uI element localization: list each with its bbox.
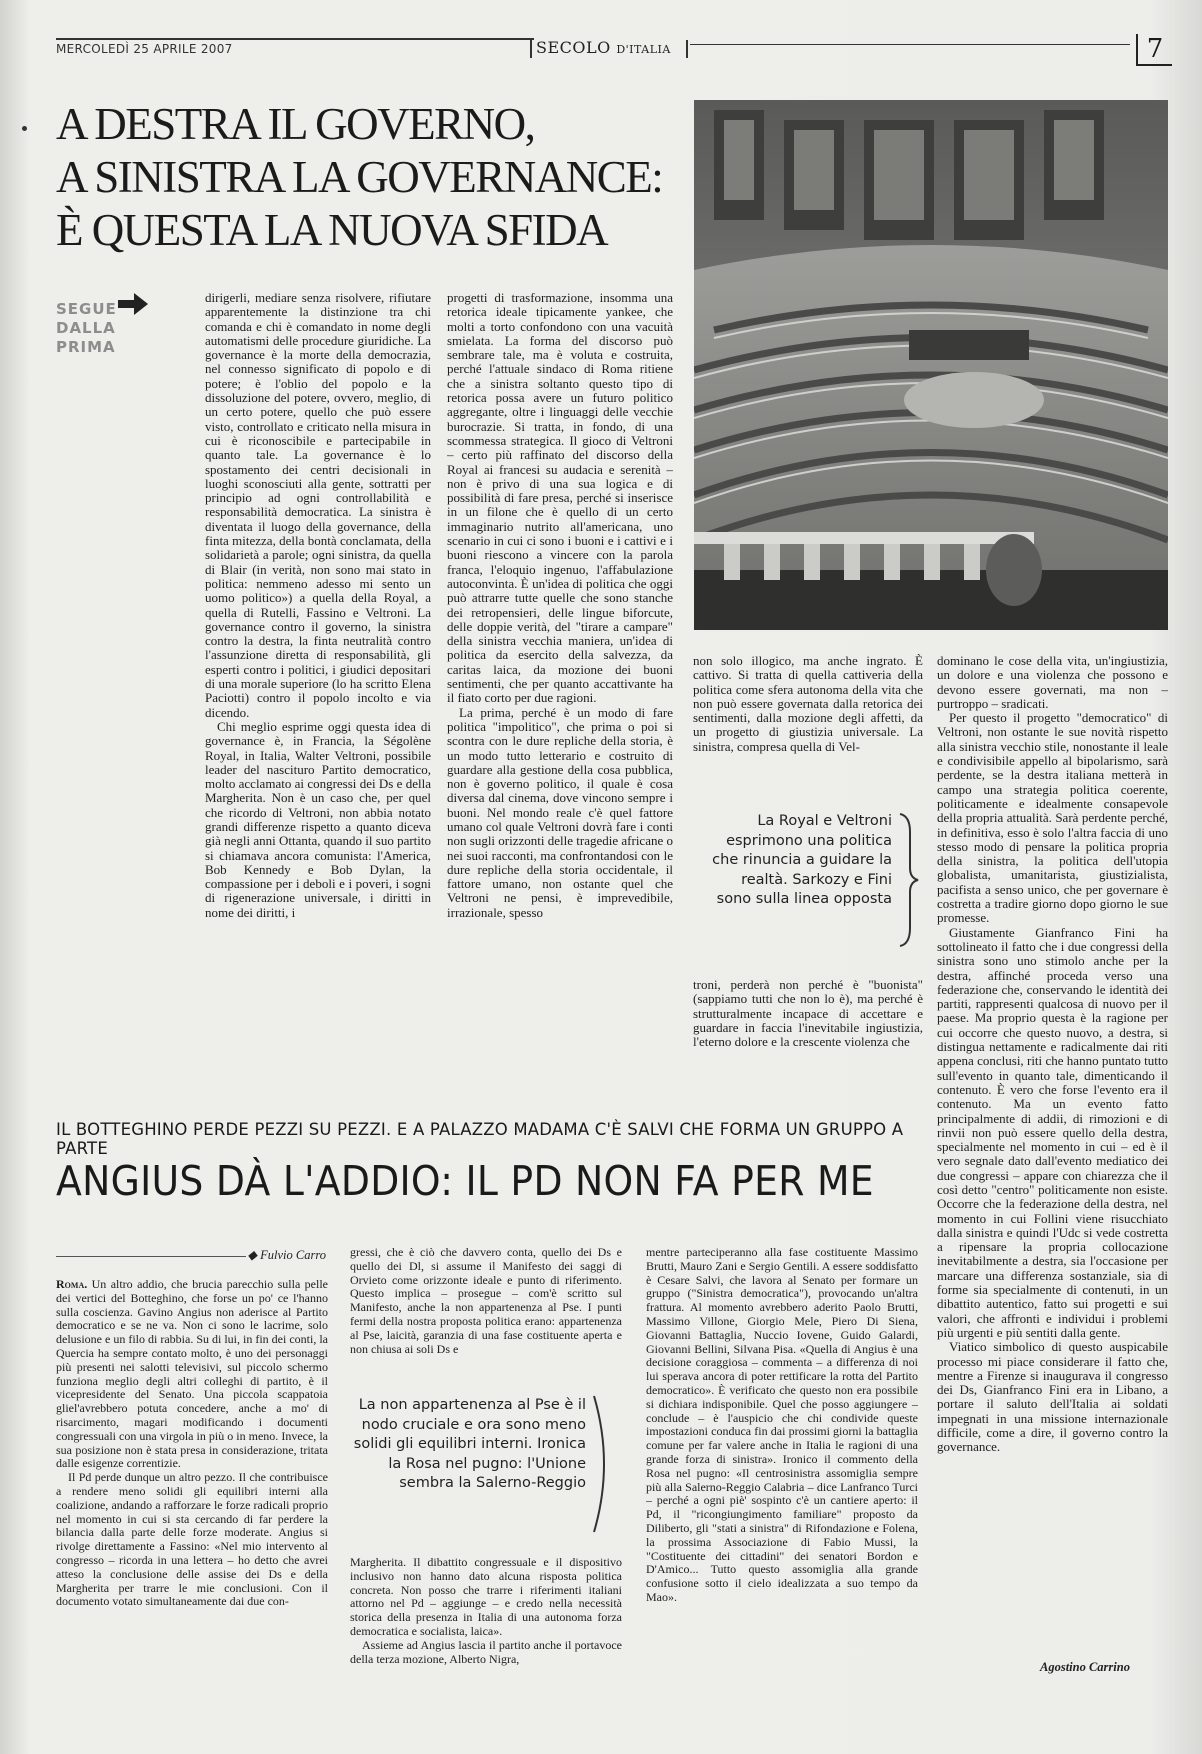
paragraph: Chi meglio esprime oggi questa idea di governance è, in Francia, la Ségolène Royal, in Italia, Walter Veltroni, possibile leader del nascituro Partito democratico, molto acclamato ai congressi dei Ds e della Margherita. Non è un caso che, per quel che ricordo di Veltroni, non abbia notato grandi differenze rispetto a quanto diceva già negli anni Ottanta, quando il suo partito si chiamava ancora comunista: l'America, Bob Kennedy e Bob Dylan, la compassione per i deboli e i poveri, i sogni di rigenerazione universale, i diritti in nome dei diritti, i	[205, 718, 431, 920]
paragraph: dominano le cose della vita, un'ingiustizia, un dolore e una violenza che possono e devono essere governati, ma non – purtroppo – sradicati.	[937, 654, 1168, 711]
newspaper-name	[536, 38, 671, 57]
article-kicker: IL BOTTEGHINO PERDE PEZZI SU PEZZI. E A PALAZZO MADAMA C'È SALVI CHE FORMA UN GRUPPO A PARTE	[56, 1120, 904, 1158]
page-number: 7	[1136, 34, 1172, 66]
paragraph: Margherita. Il dibattito congressuale e il dispositivo inclusivo non hanno dato alcuna risposta politica concreta. Non posso che trarre i riferimenti italiani attorno nel Pd – aggiunge – e credo nella necessità storica della presenza in Italia di una autonoma forza democratica e socialista, laica».	[350, 1556, 622, 1638]
author-signature: Agostino Carrino	[1040, 1660, 1130, 1674]
article-column	[56, 1278, 328, 1683]
masthead-date: MERCOLEDÌ 25 APRILE 2007	[56, 42, 233, 56]
headline-line: È QUESTA LA NUOVA SFIDA	[56, 205, 608, 255]
headline-line: A SINISTRA LA GOVERNANCE:	[56, 152, 663, 202]
paragraph: La prima, perché è un modo di fare politica "impolitico", che prima o poi si scontra con le dure repliche della storia, è un modo tutto letterario e costruito di guardare alla gestione della cosa pubblica, non è governo politico, il quale è cosa diversa dal cinema, dove vincono sempre i buoni. Nel mondo reale c'è quel fattore umano col quale Veltroni dovrà fare i conti non sugli orizzonti delle tragedie africane o nei suoi racconti, ma confrontandosi con le dure repliche della storia occidentale, il fattore umano, non ostante quel che Veltroni ne pensi, è imprevedibile, irrazionale, spesso	[447, 704, 673, 920]
pull-quote: La non appartenenza al Pse è il nodo cruciale e ora sono meno solidi gli equilibri interni. Ironica la Rosa nel pugno: l'Unione sembra la Salerno-Reggio	[353, 1397, 586, 1491]
article-column	[693, 978, 923, 1064]
byline-author: Fulvio Carro	[260, 1248, 326, 1262]
paragraph: troni, perderà non perché è "buonista" (sappiamo tutti che non lo è), ma perché è strutturalmente incapace di accettare e guardare in faccia l'inevitabile ingiustizia, l'eterno dolore e la crescente violenza che	[693, 978, 923, 1050]
article-headline: ANGIUS DÀ L'ADDIO: IL PD NON FA PER ME	[56, 1157, 874, 1205]
margin-dot	[22, 126, 27, 131]
article-column	[693, 654, 923, 784]
article-column	[937, 654, 1168, 1654]
headline-line: A DESTRA IL GOVERNO,	[56, 99, 535, 149]
paragraph: Viatico simbolico di questo auspicabile processo mi piace considerare il fatto che, mentre a Firenze si inaugurava il congresso dei Ds, Gianfranco Fini era in Libano, a portare il saluto dell'Italia ai soldati impegnati in una missione internazionale difficile, come a dire, il governo contro la governance.	[937, 1339, 1168, 1455]
paragraph	[56, 1278, 328, 1471]
paragraph-text: Un altro addio, che brucia parecchio sulla pelle dei vertici del Botteghino, che forse un po' ce l'hanno sulla coscienza. Gavino Angius non aderisce al Partito democratico e se ne va. Non ci sono le lacrime, solo delusione e un filo di rabbia. Su di lui, in fin dei conti, la Quercia ha sempre contato molto, è uno dei personaggi più presenti nei salotti televisivi, sul piccolo schermo funziona meglio degli altri colleghi di partito, è il vicepresidente del Senato. Una piccola scappatoia gliel'avrebbero potuta concedere, anche a mo' di risarcimento, magari modificando i documenti congressuali con una virgola in più o in meno. Invece, la sua posizione non è stata presa in considerazione, tritata dalle esigenze correntizie.	[56, 1278, 328, 1471]
brace-icon	[896, 812, 920, 948]
paren-icon	[590, 1394, 616, 1534]
byline: ◆ Fulvio Carro	[247, 1248, 326, 1262]
arrow-right-icon	[118, 293, 148, 315]
paragraph: non solo illogico, ma anche ingrato. È cattivo. Si tratta di quella cattiveria della politica come sfera autonoma della vita che non può essere governata dalla retorica dei sentimenti, dalla mozione degli affetti, da un progetto di giustizia universale. La sinistra, compresa quella di Vel-	[693, 654, 923, 754]
dateline: Roma.	[56, 1278, 88, 1291]
paragraph: Giustamente Gianfranco Fini ha sottolineato il fatto che i due congressi della sinistra sono uno stimolo anche per la destra, affinché proceda verso una federazione che, conservando le identità dei partiti, rappresenti qualcosa di nuovo per il paese. Ma proprio questa è la ragione per cui occorre che questo nuovo, a destra, si distingua nettamente e radicalmente dai riti appena conclusi, riti che hanno puntato tutto sull'evento in quanto tale, dimenticando il contenuto. È vero che forse l'evento era il contenuto. Ma un evento fatto principalmente di addii, di rimozioni e di rinvii non può essere quello della destra, specialmente nel momento in cui – ed è il vero segnale dato dall'evento mediatico dei due congressi – appare con chiarezza che il così detto "centro" politicamente non esiste. Occorre che la federazione della destra, nel momento in cui Follini viene risucchiato dalla sinistra e quindi l'Udc si vede costretta a ripensare la propria collocazione inevitabilmente a destra, sia l'occasione per marcare una differenza sostanziale, sia di forme sia specialmente di contenuti, in un dibattito autentico, fatto sui progetti e sui valori, che affronti e individui i problemi più urgenti e più sentiti dalla gente.	[937, 924, 1168, 1340]
pull-quote: La Royal e Veltroni esprimono una politica che rinuncia a guidare la realtà. Sarkozy e Fini sono sulla linea opposta	[712, 813, 892, 907]
segue-line: SEGUE	[56, 300, 117, 318]
segue-line: DALLA	[56, 319, 116, 337]
paragraph: mentre parteciperanno alla fase costituente Massimo Brutti, Mauro Zani e Sergio Gentili. A essere soddisfatto è Cesare Salvi, che lavora al Senato per formare un gruppo ("Sinistra democratica"), provocando un'altra frattura. Al momento avrebbero aderito Paolo Brutti, Massimo Villone, Giorgio Mele, Piero Di Siena, Giovanni Battaglia, Nuccio Iovene, Guido Galardi, Giovanni Bellini, Silvana Pisa. «Quella di Angius è una decisione coraggiosa – commenta – a differenza di noi lui sperava ancora di poter rettificare la rotta del Partito democratico». È verificato che questo non era possibile si dichiara indisponibile. Quel che posso aggiungere – conclude – è l'auspicio che chi condivide queste impostazioni conduca fin dai prossimi giorni la battaglia comune per far valere anche in Italia le ragioni di una grande forza di sinistra». Ironico il commento della Rosa nel pugno: «Il centrosinistra assomiglia sempre più alla Salerno-Reggio Calabria – dice Lanfranco Turci – perché a ogni piè' sospinto c'è un cantiere aperto: il Pd, il "ricongiungimento familiare" proposto da Diliberto, gli "stati a sinistra" di Rifondazione e Folena, la prossima Associazione di Fabio Mussi, la "Costituente dei cittadini" dei senatori Bordon e D'Amico... Tutto questo assomiglia alla grande confusione sotto il cielo idealizzata a suo tempo da Mao».	[646, 1246, 918, 1604]
paragraph: Per questo il progetto "democratico" di Veltroni, non ostante le sue novità rispetto alla sinistra vecchio stile, nonostante il leale e condivisibile appello al bipolarismo, sarà perdente, se la destra italiana metterà in campo una strategia politica coerente, politicamente e idealmente consapevole della propria attualità. Sarà perdente perché, in definitiva, esso è solo l'altra faccia di uno stesso modo di pensare la politica propria della sinistra, la politica dell'utopia globalista, umanitarista, giustizialista, pacifista a senso unico, che per governare è costretta a tradire giorno dopo giorno le sue promesse.	[937, 710, 1168, 926]
article-column	[205, 291, 431, 1069]
paragraph: progetti di trasformazione, insomma una retorica ideale tipicamente yankee, che molti a torto confondono con una vacuità smielata. La forma del discorso può sembrare tale, ma è voluta e costruita, perché l'attuale sindaco di Roma ritiene che a sinistra soltanto questo tipo di retorica possa avere un futuro politico aggregante, oltre i linguaggi delle vecchie burocrazie. Si tratta, in fondo, di una scommessa strategica. Il gioco di Veltroni – certo più raffinato del discorso della Royal ai francesi su audacia e serenità – non è privo di una sua logica e di possibilità di fare presa, perché si inserisce in un filone che è quello di un certo immaginario nutrito all'americana, uno scenario in cui ci sono i buoni e i cattivi e i buoni riescono a vincere con la parola franca, l'eloquio ingenuo, l'affabulazione autoconvinta. È un'idea di politica che oggi può attrarre tutte quelle che sono stanche dei retropensieri, delle lingue biforcute, delle doppie verità, del "tirare a campare" della sinistra vecchia maniera, un'idea di politica da esercito della salvezza, da caritas laica, da mozione dei buoni sentimenti, che per quanto accattivante ha il fiato corto per due ragioni.	[447, 291, 673, 706]
masthead-divider	[530, 40, 532, 58]
parliament-chamber-image	[694, 100, 1168, 630]
article-column	[646, 1246, 918, 1666]
paragraph: Assieme ad Angius lascia il partito anche il portavoce della terza mozione, Alberto Nigra,	[350, 1637, 622, 1666]
newspaper-name-main: SECOLO	[536, 38, 611, 57]
article-column	[350, 1246, 622, 1366]
paragraph: Il Pd perde dunque un altro pezzo. Il che contribuisce a rendere meno solidi gli equilibri interni alla coalizione, andando a rafforzare le forze radicali proprio nel momento in cui si sta cercando di far perdere la bilancia dalla parte delle forze moderate. Angius si rivolge direttamente a Fassino: «Nel mio intervento al congresso – ricorda in una lettera – ho detto che avrei atteso la conclusione delle assise dei Ds e della Margherita per trarre le mie conclusioni. Con il documento votato simultaneamente dai due con-	[56, 1470, 328, 1609]
article-column	[350, 1556, 622, 1682]
masthead-rule	[690, 44, 1130, 45]
paragraph: gressi, che è ciò che davvero conta, quello dei Ds e quello dei Dl, si assume il Manifesto dei saggi di Orvieto come orizzonte ideale e punto di riferimento. Questo implica – prosegue – com'è scritto sul Manifesto, anche la non appartenenza al Pse. I punti fermi della nostra proposta politica erano: appartenenza al Pse, laicità, garanzia di una fase costituente aperta e non chiusa ai soli Ds e	[350, 1246, 622, 1356]
parliament-photo	[694, 100, 1168, 630]
paragraph: dirigerli, mediare senza risolvere, rifiutare apparentemente la distinzione tra chi comanda e chi è comandato in nome degli automatismi delle procedure giuridiche. La governance è la morte della democrazia, nel connesso significato di popolo e di potere; è l'oblio del popolo e la dissoluzione del potere, ovvero, meglio, di un certo potere, quello che può essere visto, controllato e criticato nella misura in cui è riconoscibile e partecipabile in quanto tale. La governance è lo spostamento dei centri decisionali in luoghi sconosciuti alla gente, sottratti per principio ad ogni controllabilità e responsabilità democratica. La sinistra è diventata il luogo della governance, della finta mitezza, della bontà conclamata, della solidarietà a parole; ogni sinistra, da quella di Blair (in verità, non sono mai stato in politica: nemmeno adesso mi sento un uomo politico») a quella della Royal, a quella di Rutelli, Fassino e Veltroni. La governance contro il governo, la sinistra contro la destra, la finta neutralità contro l'assunzione diretta di responsabilità, gli esperti contro i politici, i giudici depositari di una morale superiore (lo ha scritto Elena Paciotti) contro il popolo incolto e via dicendo.	[205, 291, 431, 720]
newspaper-name-small: D'ITALIA	[616, 43, 671, 56]
article-column	[447, 291, 673, 1069]
masthead-divider	[686, 40, 688, 58]
segue-line: PRIMA	[56, 338, 116, 356]
article-headline	[56, 98, 676, 257]
masthead-rule	[56, 38, 534, 40]
